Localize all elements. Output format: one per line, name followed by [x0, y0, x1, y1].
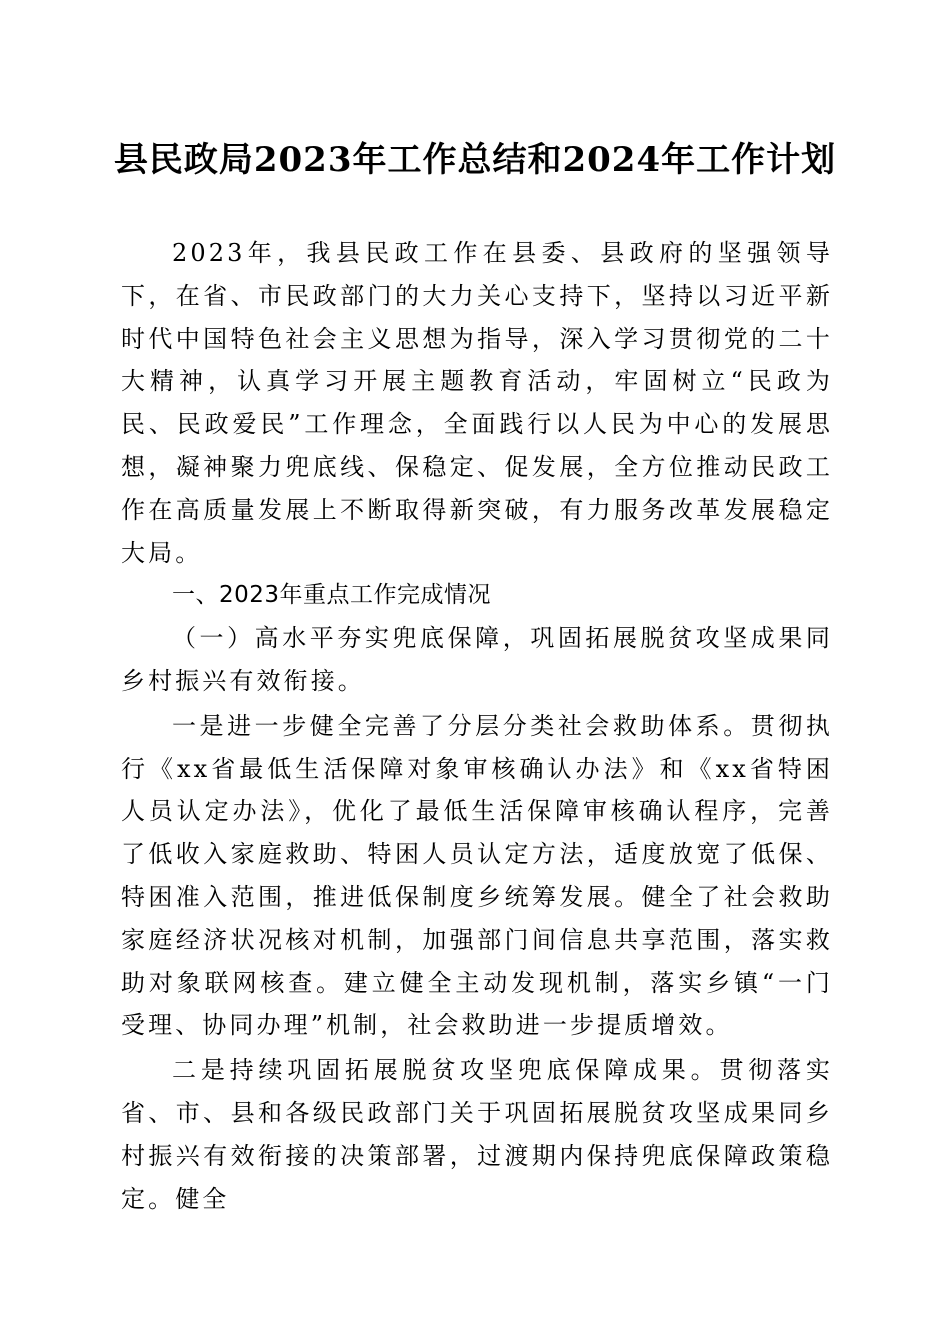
- document-body: [121, 232, 833, 1220]
- subsection-heading: （一）高水平夯实兜底保障，巩固拓展脱贫攻坚成果同乡村振兴有效衔接。: [121, 624, 833, 695]
- body-paragraph-1: 一是进一步健全完善了分层分类社会救助体系。贯彻执行《xx省最低生活保障对象审核确认办法》和《xx省特困人员认定办法》，优化了最低生活保障审核确认程序，完善了低收入家庭救助、特困人员认定方法，适度放宽了低保、特困准入范围，推进低保制度乡统筹发展。健全了社会救助家庭经济状况核对机制，加强部门间信息共享范围，落实救助对象联网核查。建立健全主动发现机制，落实乡镇“一门受理、协同办理”机制，社会救助进一步提质增效。: [121, 711, 833, 1040]
- document-title: 县民政局2023年工作总结和2024年工作计划: [113, 140, 837, 180]
- section-heading: 一、2023年重点工作完成情况: [172, 582, 492, 609]
- intro-paragraph: 2023年，我县民政工作在县委、县政府的坚强领导下，在省、市民政部门的大力关心支持下，坚持以习近平新时代中国特色社会主义思想为指导，深入学习贯彻党的二十大精神，认真学习开展主题教育活动，牢固树立“民政为民、民政爱民”工作理念，全面践行以人民为中心的发展思想，凝神聚力兜底线、保稳定、促发展，全方位推动民政工作在高质量发展上不断取得新突破，有力服务改革发展稳定大局。: [121, 239, 833, 567]
- body-paragraph-2: 二是持续巩固拓展脱贫攻坚兜底保障成果。贯彻落实省、市、县和各级民政部门关于巩固拓展脱贫攻坚成果同乡村振兴有效衔接的决策部署，过渡期内保持兜底保障政策稳定。健全: [121, 1056, 833, 1213]
